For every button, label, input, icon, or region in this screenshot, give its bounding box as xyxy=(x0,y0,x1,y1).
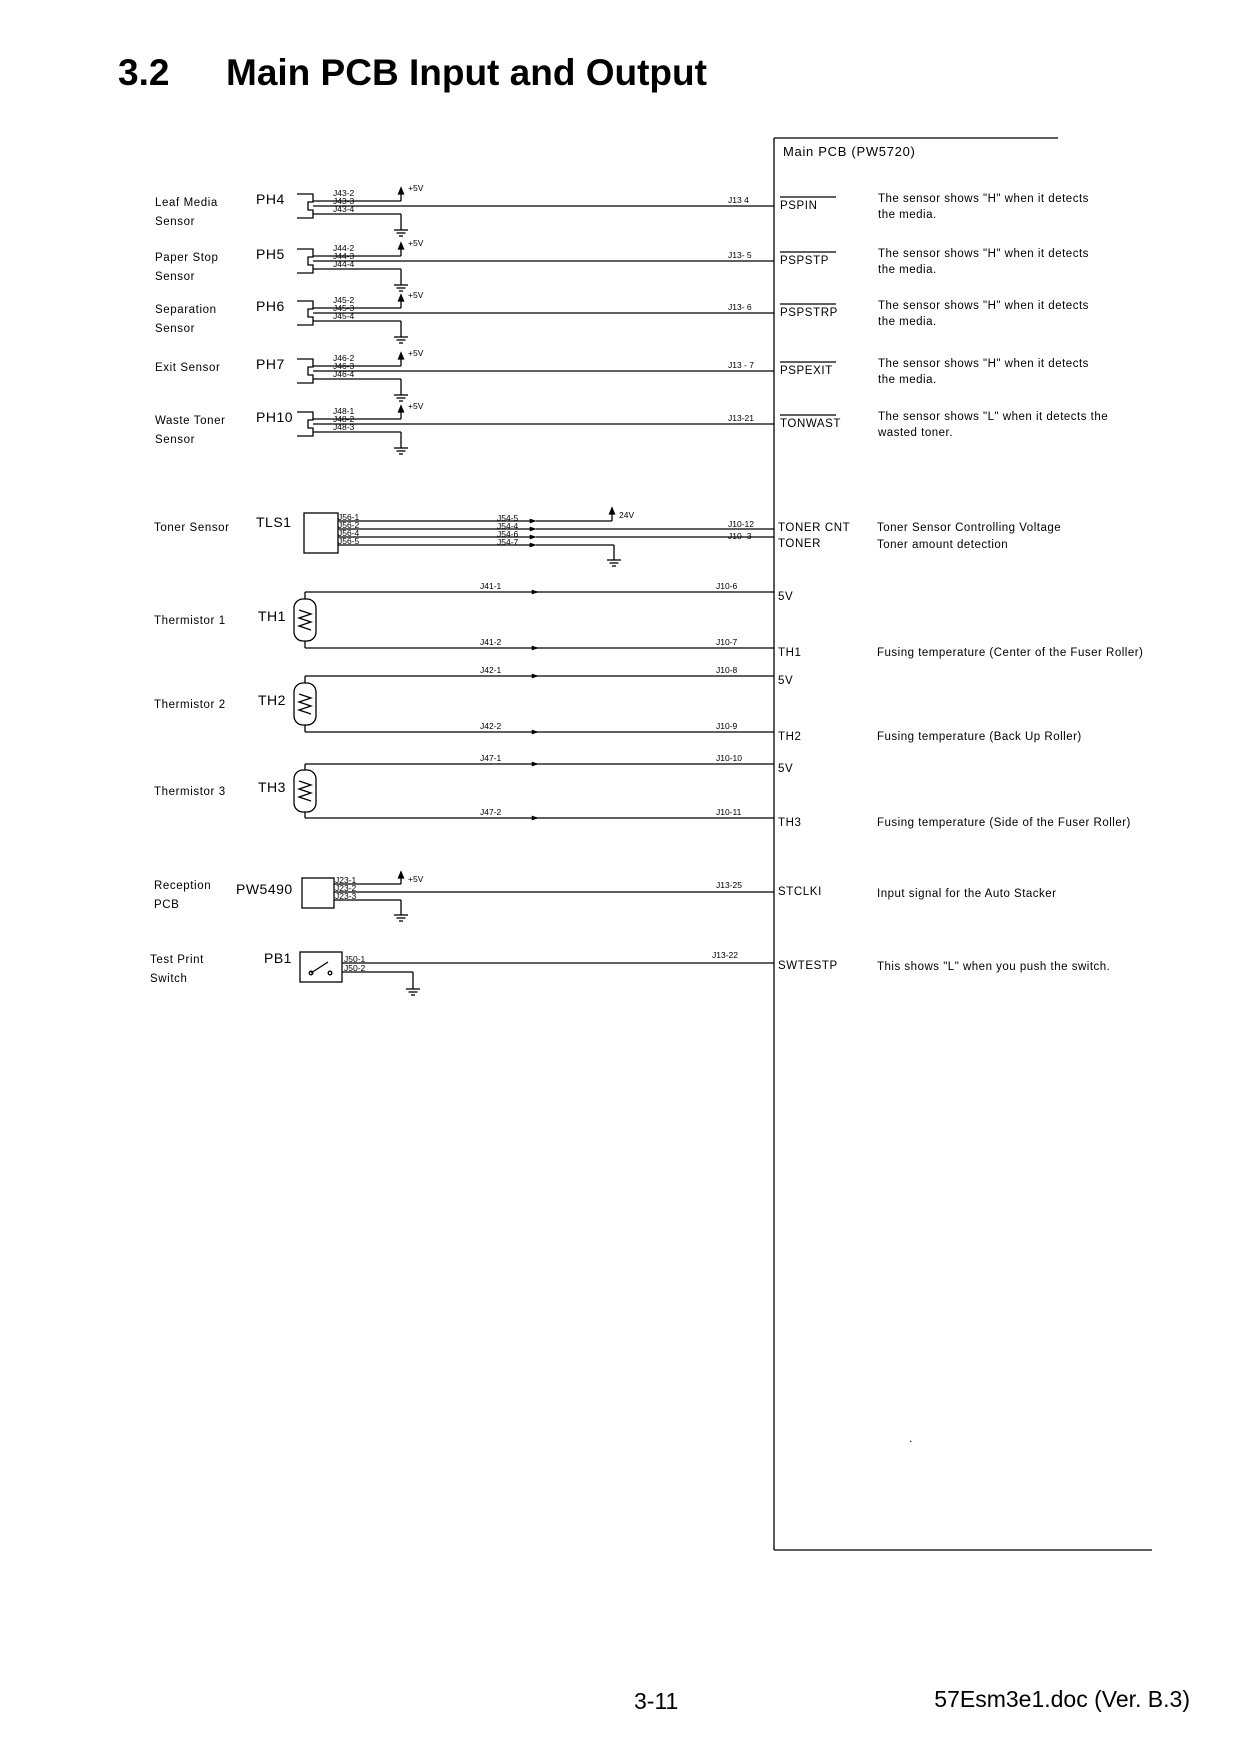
photo-sensor-ph10 xyxy=(155,401,1108,454)
supply-arrow-icon xyxy=(399,243,404,249)
sensor-ref: TLS1 xyxy=(256,514,292,530)
connector-arrow-icon xyxy=(532,762,538,766)
supply-label: 24V xyxy=(619,510,635,520)
sensor-ref: PH6 xyxy=(256,298,285,314)
page-number: 3-11 xyxy=(634,1688,679,1714)
sensor-label: PCB xyxy=(154,899,180,911)
connector-arrow-icon xyxy=(530,527,536,531)
photo-sensor-ph5 xyxy=(155,238,1089,291)
pin-label: J48-1 xyxy=(333,406,355,416)
signal-description: The sensor shows "H" when it detects xyxy=(878,248,1089,260)
switch-contact xyxy=(328,971,332,975)
sensor-body xyxy=(297,301,313,325)
supply-label: +5V xyxy=(408,348,424,358)
document-id: 57Esm3e1.doc (Ver. B.3) xyxy=(934,1686,1190,1712)
supply-arrow-icon xyxy=(399,406,404,412)
sensor-label: Separation xyxy=(155,304,217,316)
connector-arrow-icon xyxy=(532,730,538,734)
pin-label: J54-5 xyxy=(497,513,519,523)
thermistor-th2 xyxy=(154,665,1082,743)
signal-description: the media. xyxy=(878,209,937,221)
pin-label: J45-3 xyxy=(333,303,355,313)
pin-label: J44-4 xyxy=(333,259,355,269)
pin-label: J54-7 xyxy=(497,537,519,547)
thermistor-label: Thermistor 1 xyxy=(154,615,226,627)
supply-label: +5V xyxy=(408,183,424,193)
pin-label: J50-1 xyxy=(344,954,366,964)
ground-symbol xyxy=(394,329,408,343)
section-number: 3.2 xyxy=(118,52,170,93)
signal-description: wasted toner. xyxy=(878,427,953,439)
pin-label: J56-2 xyxy=(338,520,360,530)
signal-description: Fusing temperature (Side of the Fuser Roller) xyxy=(877,817,1131,829)
connector-label: J13- 5 xyxy=(728,250,752,260)
photo-sensor-ph4 xyxy=(155,183,1089,236)
arrow-head xyxy=(399,353,404,359)
signal-name: 5V xyxy=(778,763,794,775)
connector-arrow-icon xyxy=(532,674,538,678)
sensor-label: Sensor xyxy=(155,323,196,335)
supply-arrow-icon xyxy=(399,353,404,359)
signal-name: TONER CNT xyxy=(778,522,851,534)
signal-name: PSPSTP xyxy=(780,255,829,267)
sensor-label: Reception xyxy=(154,880,212,892)
ground-symbol xyxy=(394,907,408,921)
reception-pcb xyxy=(154,872,1057,921)
sensor-ref: PH5 xyxy=(256,246,285,262)
signal-name: TONWAST xyxy=(780,418,842,430)
signal-name: PSPIN xyxy=(780,200,818,212)
connector-label: J10-7 xyxy=(716,637,738,647)
pin-label: J46-4 xyxy=(333,369,355,379)
ground-symbol xyxy=(394,440,408,454)
arrow-head xyxy=(399,188,404,194)
photo-sensor-ph7 xyxy=(155,348,1089,401)
connector-arrow-icon xyxy=(530,543,536,547)
connector-arrow-icon xyxy=(530,535,536,539)
thermistor-th3 xyxy=(154,753,1131,829)
connector-arrow-icon xyxy=(532,646,538,650)
connector-label: J10-10 xyxy=(716,753,742,763)
connector-label: J13-25 xyxy=(716,880,742,890)
pin-label: J45-4 xyxy=(333,311,355,321)
connector-label: J13- 6 xyxy=(728,302,752,312)
pin-label: J43-2 xyxy=(333,188,355,198)
thermistor-ref: TH1 xyxy=(258,608,286,624)
signal-description: the media. xyxy=(878,316,937,328)
connector-arrow-icon xyxy=(530,519,536,523)
sensor-body xyxy=(297,194,313,218)
signal-name: STCLKI xyxy=(778,886,822,898)
resistor-zigzag-icon xyxy=(299,781,311,801)
switch-blade-icon xyxy=(311,962,328,973)
supply-label: +5V xyxy=(408,238,424,248)
sensor-ref: PH10 xyxy=(256,409,294,425)
signal-name: 5V xyxy=(778,675,794,687)
sensor-body xyxy=(297,249,313,273)
connector-label: J13 - 7 xyxy=(728,360,754,370)
signal-name: PSPEXIT xyxy=(780,365,833,377)
supply-arrow-icon xyxy=(399,188,404,194)
signal-description: The sensor shows "L" when it detects the xyxy=(878,411,1109,423)
pin-label: J46-2 xyxy=(333,353,355,363)
supply-arrow-icon xyxy=(399,295,404,301)
pin-label: J46-3 xyxy=(333,361,355,371)
pcb-body xyxy=(302,878,334,908)
supply-label: +5V xyxy=(408,290,424,300)
sensor-label: Sensor xyxy=(155,271,196,283)
signal-description: the media. xyxy=(878,264,937,276)
sensor-ref: PH4 xyxy=(256,191,285,207)
signal-description: This shows "L" when you push the switch. xyxy=(877,961,1111,973)
pin-label: J48-3 xyxy=(333,422,355,432)
pin-label: J44-2 xyxy=(333,243,355,253)
thermistor-ref: TH3 xyxy=(258,779,286,795)
connector-label: J10-9 xyxy=(716,721,738,731)
signal-description: Toner amount detection xyxy=(877,539,1009,551)
connector-label: J10-8 xyxy=(716,665,738,675)
pin-label: J47-2 xyxy=(480,807,502,817)
signal-name: PSPSTRP xyxy=(780,307,838,319)
signal-name: TONER xyxy=(778,538,822,550)
sensor-label: Leaf Media xyxy=(155,197,218,209)
signal-description: the media. xyxy=(878,374,937,386)
pin-label: J43-4 xyxy=(333,204,355,214)
supply-label: +5V xyxy=(408,874,424,884)
thermistor-label: Thermistor 2 xyxy=(154,699,226,711)
connector-label: J10- 3 xyxy=(728,531,752,541)
signal-description: The sensor shows "H" when it detects xyxy=(878,300,1089,312)
signal-name: 5V xyxy=(778,591,794,603)
signal-description: The sensor shows "H" when it detects xyxy=(878,193,1089,205)
ground-symbol xyxy=(394,387,408,401)
pin-label: J42-1 xyxy=(480,665,502,675)
signal-name: SWTESTP xyxy=(778,960,838,972)
signal-name: TH1 xyxy=(778,647,802,659)
signal-description: Fusing temperature (Back Up Roller) xyxy=(877,731,1082,743)
thermistor-ref: TH2 xyxy=(258,692,286,708)
arrow-head xyxy=(399,243,404,249)
pin-label: J41-1 xyxy=(480,581,502,591)
sensor-label: Sensor xyxy=(155,216,196,228)
resistor-zigzag-icon xyxy=(299,610,311,630)
sensor-ref: PW5490 xyxy=(236,881,293,897)
ground-symbol xyxy=(394,222,408,236)
sensor-label: Exit Sensor xyxy=(155,362,221,374)
arrow-head xyxy=(399,406,404,412)
pin-label: J43-3 xyxy=(333,196,355,206)
sensor-label: Waste Toner xyxy=(155,415,226,427)
pin-label: J47-1 xyxy=(480,753,502,763)
sensor-ref: PH7 xyxy=(256,356,285,372)
connector-label: J13-22 xyxy=(712,950,738,960)
switch-label: Switch xyxy=(150,973,188,985)
test-print-switch xyxy=(150,950,1110,995)
signal-description: Input signal for the Auto Stacker xyxy=(877,888,1057,900)
connector-label: J10-12 xyxy=(728,519,754,529)
signal-name: TH2 xyxy=(778,731,802,743)
arrow-head xyxy=(610,508,615,514)
pin-label: J48-2 xyxy=(333,414,355,424)
stray-mark: . xyxy=(909,1431,913,1445)
pin-label: J54-4 xyxy=(497,521,519,531)
arrow-head xyxy=(399,872,404,878)
sensor-label: Toner Sensor xyxy=(154,522,230,534)
signal-description: The sensor shows "H" when it detects xyxy=(878,358,1089,370)
pin-label: J44-3 xyxy=(333,251,355,261)
switch-label: Test Print xyxy=(150,954,204,966)
pin-label: J54-6 xyxy=(497,529,519,539)
connector-label: J10-6 xyxy=(716,581,738,591)
main-pcb-title: Main PCB (PW5720) xyxy=(783,144,916,159)
signal-description: Toner Sensor Controlling Voltage xyxy=(877,522,1062,534)
pin-label: J50-2 xyxy=(344,963,366,973)
sensor-body xyxy=(297,359,313,383)
connector-arrow-icon xyxy=(532,590,538,594)
pin-label: J45-2 xyxy=(333,295,355,305)
pin-label: J56-5 xyxy=(338,536,360,546)
supply-arrow-icon xyxy=(610,508,615,514)
sensor-body xyxy=(304,513,338,553)
sensor-label: Paper Stop xyxy=(155,252,219,264)
main-pcb-frame xyxy=(774,138,1152,1550)
sensor-body xyxy=(297,412,313,436)
switch-ref: PB1 xyxy=(264,950,292,966)
thermistor-th1 xyxy=(154,581,1143,659)
resistor-zigzag-icon xyxy=(299,694,311,714)
ground-symbol xyxy=(394,277,408,291)
ground-symbol xyxy=(406,981,420,995)
section-title: Main PCB Input and Output xyxy=(226,52,707,93)
sensor-label: Sensor xyxy=(155,434,196,446)
supply-label: +5V xyxy=(408,401,424,411)
pin-label: J41-2 xyxy=(480,637,502,647)
connector-arrow-icon xyxy=(532,816,538,820)
signal-name: TH3 xyxy=(778,817,802,829)
thermistor-label: Thermistor 3 xyxy=(154,786,226,798)
photo-sensor-ph6 xyxy=(155,290,1089,343)
pin-label: J42-2 xyxy=(480,721,502,731)
pin-label: J23-2 xyxy=(335,883,357,893)
pin-label: J23-3 xyxy=(335,891,357,901)
supply-arrow-icon xyxy=(399,872,404,878)
connector-label: J10-11 xyxy=(716,807,742,817)
connector-label: J13 4 xyxy=(728,195,749,205)
toner-sensor-tls1 xyxy=(154,508,1061,566)
ground-symbol xyxy=(607,552,621,566)
pin-label: J56-1 xyxy=(338,512,360,522)
signal-description: Fusing temperature (Center of the Fuser Roller) xyxy=(877,647,1144,659)
connector-label: J13-21 xyxy=(728,413,754,423)
pin-label: J23-1 xyxy=(335,875,357,885)
pin-label: J56-4 xyxy=(338,528,360,538)
arrow-head xyxy=(399,295,404,301)
